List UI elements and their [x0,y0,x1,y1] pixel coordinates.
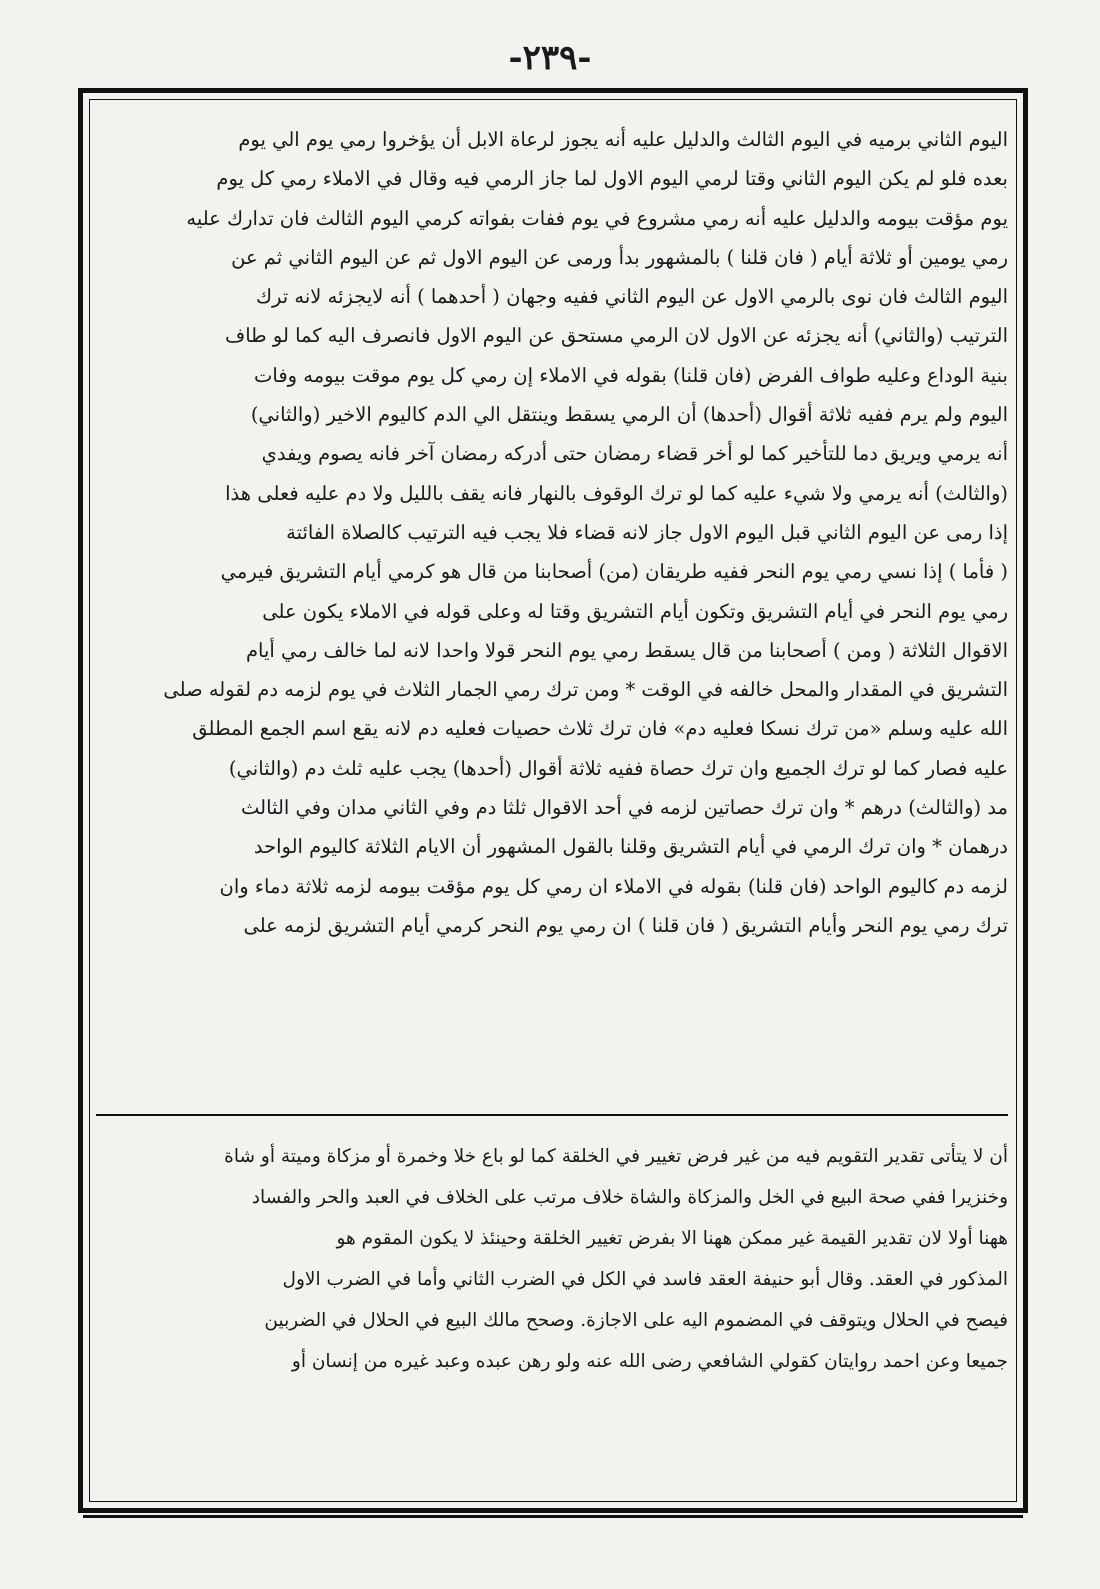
main-line: اليوم ولم يرم ففيه ثلاثة أقوال (أحدها) أن الرمي يسقط وينتقل الي الدم كاليوم الاخير (والثاني) [250,403,1008,427]
page-number: -٢٣٩- [508,38,592,78]
main-line: درهمان * وان ترك الرمي في أيام التشريق وقلنا بالقول المشهور أن الايام الثلاثة كاليوم الواحد [253,835,1008,859]
main-line: ترك رمي يوم النحر وأيام التشريق ( فان قلنا ) ان رمي يوم النحر كرمي أيام التشريق لزمه على [243,913,1008,937]
main-line: الاقوال الثلاثة ( ومن ) أصحابنا من قال يسقط رمي يوم النحر قولا واحدا لانه لما خالف رمي أيام [245,638,1008,662]
main-line: لزمه دم كاليوم الواحد (فان قلنا) بقوله في الاملاء ان رمي كل يوم مؤقت بيومه لزمه ثلاثة دماء وان [219,874,1008,898]
footnote-line: وخنزيرا ففي صحة البيع في الخل والمزكاة والشاة خلاف مرتب على الخلاف في العبد والحر والفساد [251,1187,1008,1208]
footnote-line: جميعا وعن احمد روايتان كقولي الشافعي رضى الله عنه ولو رهن عبده وعبد غيره من إنسان أو [291,1351,1008,1372]
main-line: الله عليه وسلم «من ترك نسكا فعليه دم» فان ترك ثلاث حصيات فعليه دم لانه يقع اسم الجمع المطلق [192,717,1008,741]
main-line: عليه فصار كما لو ترك الجميع وان ترك حصاة ففيه ثلاثة أقوال (أحدها) يجب عليه ثلث دم (والثاني) [228,756,1008,780]
main-line: رمي يوم النحر في أيام التشريق وتكون أيام التشريق وقتا له وعلى قوله في الاملاء يكون على [262,599,1008,623]
footnote-separator [96,1114,1008,1116]
footnote-line: أن لا يتأتى تقدير التقويم فيه من غير فرض تغيير في الخلقة كما لو باع خلا وخمرة أو مزكاة وميتة أو شاة [224,1146,1008,1167]
main-line: رمي يومين أو ثلاثة أيام ( فان قلنا ) بالمشهور بدأ ورمى عن اليوم الاول ثم عن اليوم الثاني ثم عن [231,245,1008,269]
main-line: بعده فلو لم يكن اليوم الثاني وقتا لرمي اليوم الاول لما جاز الرمي فيه وقال في الاملاء رمي كل يوم [216,167,1008,191]
main-line: (والثالث) أنه يرمي ولا شيء عليه كما لو ترك الوقوف بالنهار فانه يقف بالليل ولا دم عليه فعلى هذا [225,481,1008,505]
main-line: مد (والثالث) درهم * وان ترك حصاتين لزمه في أحد الاقوال ثلثا دم وفي الثاني مدان وفي الثالث [241,796,1008,820]
footnote-text [96,1136,1008,1382]
main-line: يوم مؤقت بيومه والدليل عليه أنه رمي مشروع في يوم ففات بفواته كرمي اليوم الثالث فان تدارك عليه [186,206,1008,230]
main-line: التشريق في المقدار والمحل خالفه في الوقت * ومن ترك رمي الجمار الثلاث في يوم لزمه دم لقوله صلى [163,678,1008,702]
main-line: الترتيب (والثاني) أنه يجزئه عن الاول لان الرمي مستحق عن اليوم الاول فانصرف اليه كما لو طاف [225,324,1008,348]
footnote-line: المذكور في العقد. وقال أبو حنيفة العقد فاسد في الكل في الضرب الثاني وأما في الضرب الاول [282,1269,1008,1290]
footnote-line: ههنا أولا لان تقدير القيمة غير ممكن ههنا الا بفرض تغيير الخلقة وحينئذ لا يكون المقوم هو [336,1228,1008,1249]
main-line: بنية الوداع وعليه طواف الفرض (فان قلنا) بقوله في الاملاء إن رمي كل يوم موقت بيومه وفات [254,363,1008,387]
main-line: اليوم الثاني برميه في اليوم الثالث والدليل عليه أنه يجوز لرعاة الابل أن يؤخروا رمي يوم الي يوم [238,128,1008,151]
main-line: ( فأما ) إذا نسي رمي يوم النحر ففيه طريقان (من) أصحابنا من قال هو كرمي أيام التشريق فيرمي [220,560,1008,584]
main-line: أنه يرمي ويريق دما للتأخير كما لو أخر قضاء رمضان حتى أدركه رمضان آخر فانه يصوم ويفدي [261,442,1008,466]
main-line: اليوم الثالث فان نوى بالرمي الاول عن اليوم الثاني ففيه وجهان ( أحدهما ) أنه لايجزئه لانه ترك [255,285,1008,309]
main-text [96,120,1008,945]
main-line: إذا رمى عن اليوم الثاني قبل اليوم الاول جاز لانه قضاء فلا يجب فيه الترتيب كالصلاة الفائتة [286,520,1008,544]
bottom-rule [83,1515,1023,1518]
footnote-line: فيصح في الحلال ويتوقف في المضموم اليه على الاجازة. وصحح مالك البيع في الحلال في الضربين [264,1310,1008,1331]
